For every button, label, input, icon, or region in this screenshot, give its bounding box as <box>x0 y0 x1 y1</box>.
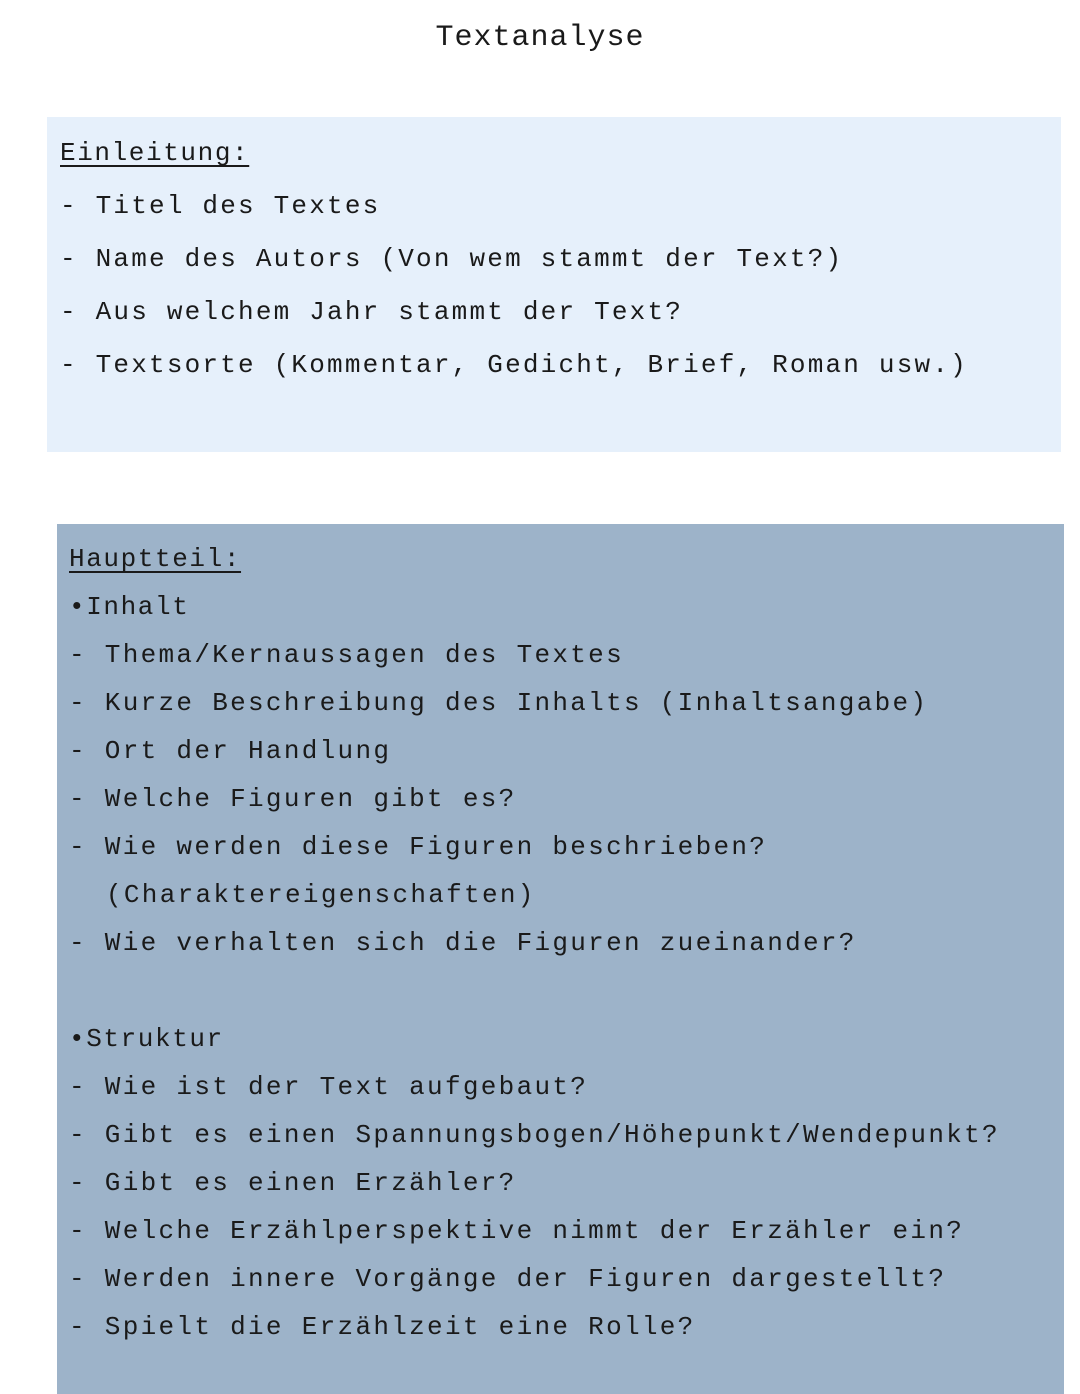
list-item: - Thema/Kernaussagen des Textes <box>69 640 624 670</box>
list-item: - Welche Figuren gibt es? <box>69 784 517 814</box>
list-item: - Textsorte (Kommentar, Gedicht, Brief, Roman usw.) <box>60 350 968 380</box>
list-item: - Welche Erzählperspektive nimmt der Erzähler ein? <box>69 1216 965 1246</box>
list-item: - Gibt es einen Erzähler? <box>69 1168 517 1198</box>
hauptteil-section <box>57 524 1064 1394</box>
list-item: - Kurze Beschreibung des Inhalts (Inhaltsangabe) <box>69 688 929 718</box>
inhalt-subheading: •Inhalt <box>69 592 190 622</box>
list-item: - Wie ist der Text aufgebaut? <box>69 1072 589 1102</box>
hauptteil-heading: Hauptteil: <box>69 544 242 574</box>
list-item: - Spielt die Erzählzeit eine Rolle? <box>69 1312 696 1342</box>
list-item: - Wie verhalten sich die Figuren zueinander? <box>69 928 857 958</box>
einleitung-section <box>47 117 1061 452</box>
list-item: - Ort der Handlung <box>69 736 392 766</box>
list-item: - Name des Autors (Von wem stammt der Text?) <box>60 244 844 274</box>
list-item: - Aus welchem Jahr stammt der Text? <box>60 297 684 327</box>
einleitung-heading: Einleitung: <box>60 138 250 168</box>
list-item: - Wie werden diese Figuren beschrieben? <box>69 832 768 862</box>
section-spacer <box>69 974 1064 1022</box>
list-item: - Gibt es einen Spannungsbogen/Höhepunkt/Wendepunkt? <box>69 1120 1000 1150</box>
list-item: - Werden innere Vorgänge der Figuren dargestellt? <box>69 1264 947 1294</box>
list-item-continuation: (Charaktereigenschaften) <box>106 880 536 910</box>
struktur-subheading: •Struktur <box>69 1024 224 1054</box>
page-title: Textanalyse <box>435 21 645 55</box>
list-item: - Titel des Textes <box>60 191 381 221</box>
